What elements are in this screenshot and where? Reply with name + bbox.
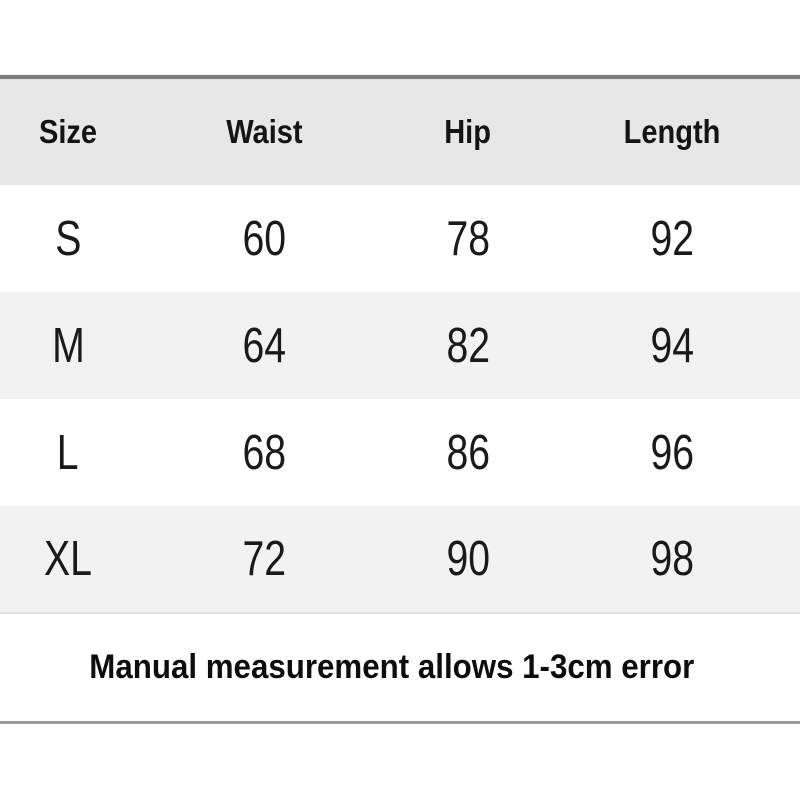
column-header-length: [544, 79, 800, 185]
length-value: 92: [650, 211, 694, 266]
length-value: 94: [650, 318, 694, 373]
size-value: S: [54, 211, 82, 266]
waist-value: 60: [242, 211, 286, 266]
table-header-row: [0, 79, 800, 185]
hip-value: 78: [446, 211, 490, 266]
table-cell: [0, 506, 136, 613]
table-cell: [392, 292, 544, 399]
table-row-xl: [0, 506, 800, 613]
table-cell: [544, 506, 800, 613]
table-cell: [0, 399, 136, 506]
hip-value: 82: [446, 318, 490, 373]
table-cell: [392, 185, 544, 292]
table-cell: [544, 185, 800, 292]
column-header-length-label: Length: [623, 113, 721, 150]
table-cell: [136, 185, 392, 292]
hip-value: 90: [446, 532, 490, 586]
table-cell: [544, 399, 800, 506]
size-table: [0, 79, 800, 614]
length-value: 98: [650, 532, 694, 586]
size-value: XL: [44, 532, 92, 586]
column-header-size: [0, 79, 136, 185]
table-cell: [544, 292, 800, 399]
size-chart: [0, 75, 800, 724]
waist-value: 68: [242, 425, 286, 480]
table-row-m: [0, 292, 800, 399]
waist-value: 64: [242, 318, 286, 373]
measurement-note-band: [0, 614, 800, 721]
waist-value: 72: [242, 532, 286, 586]
bottom-rule-divider: [0, 721, 800, 724]
column-header-size-label: Size: [38, 113, 98, 150]
table-cell: [0, 185, 136, 292]
table-cell: [136, 399, 392, 506]
table-cell: [136, 292, 392, 399]
column-header-waist-label: Waist: [225, 113, 303, 150]
table-cell: [392, 506, 544, 613]
column-header-hip: [392, 79, 544, 185]
table-row-l: [0, 399, 800, 506]
measurement-note: Manual measurement allows 1-3cm error: [89, 648, 695, 686]
column-header-hip-label: Hip: [444, 113, 492, 150]
length-value: 96: [650, 425, 694, 480]
table-cell: [392, 399, 544, 506]
size-value: M: [51, 318, 85, 373]
table-cell: [136, 506, 392, 613]
table-row-s: [0, 185, 800, 292]
table-cell: [0, 292, 136, 399]
size-value: L: [57, 425, 79, 480]
hip-value: 86: [446, 425, 490, 480]
column-header-waist: [136, 79, 392, 185]
